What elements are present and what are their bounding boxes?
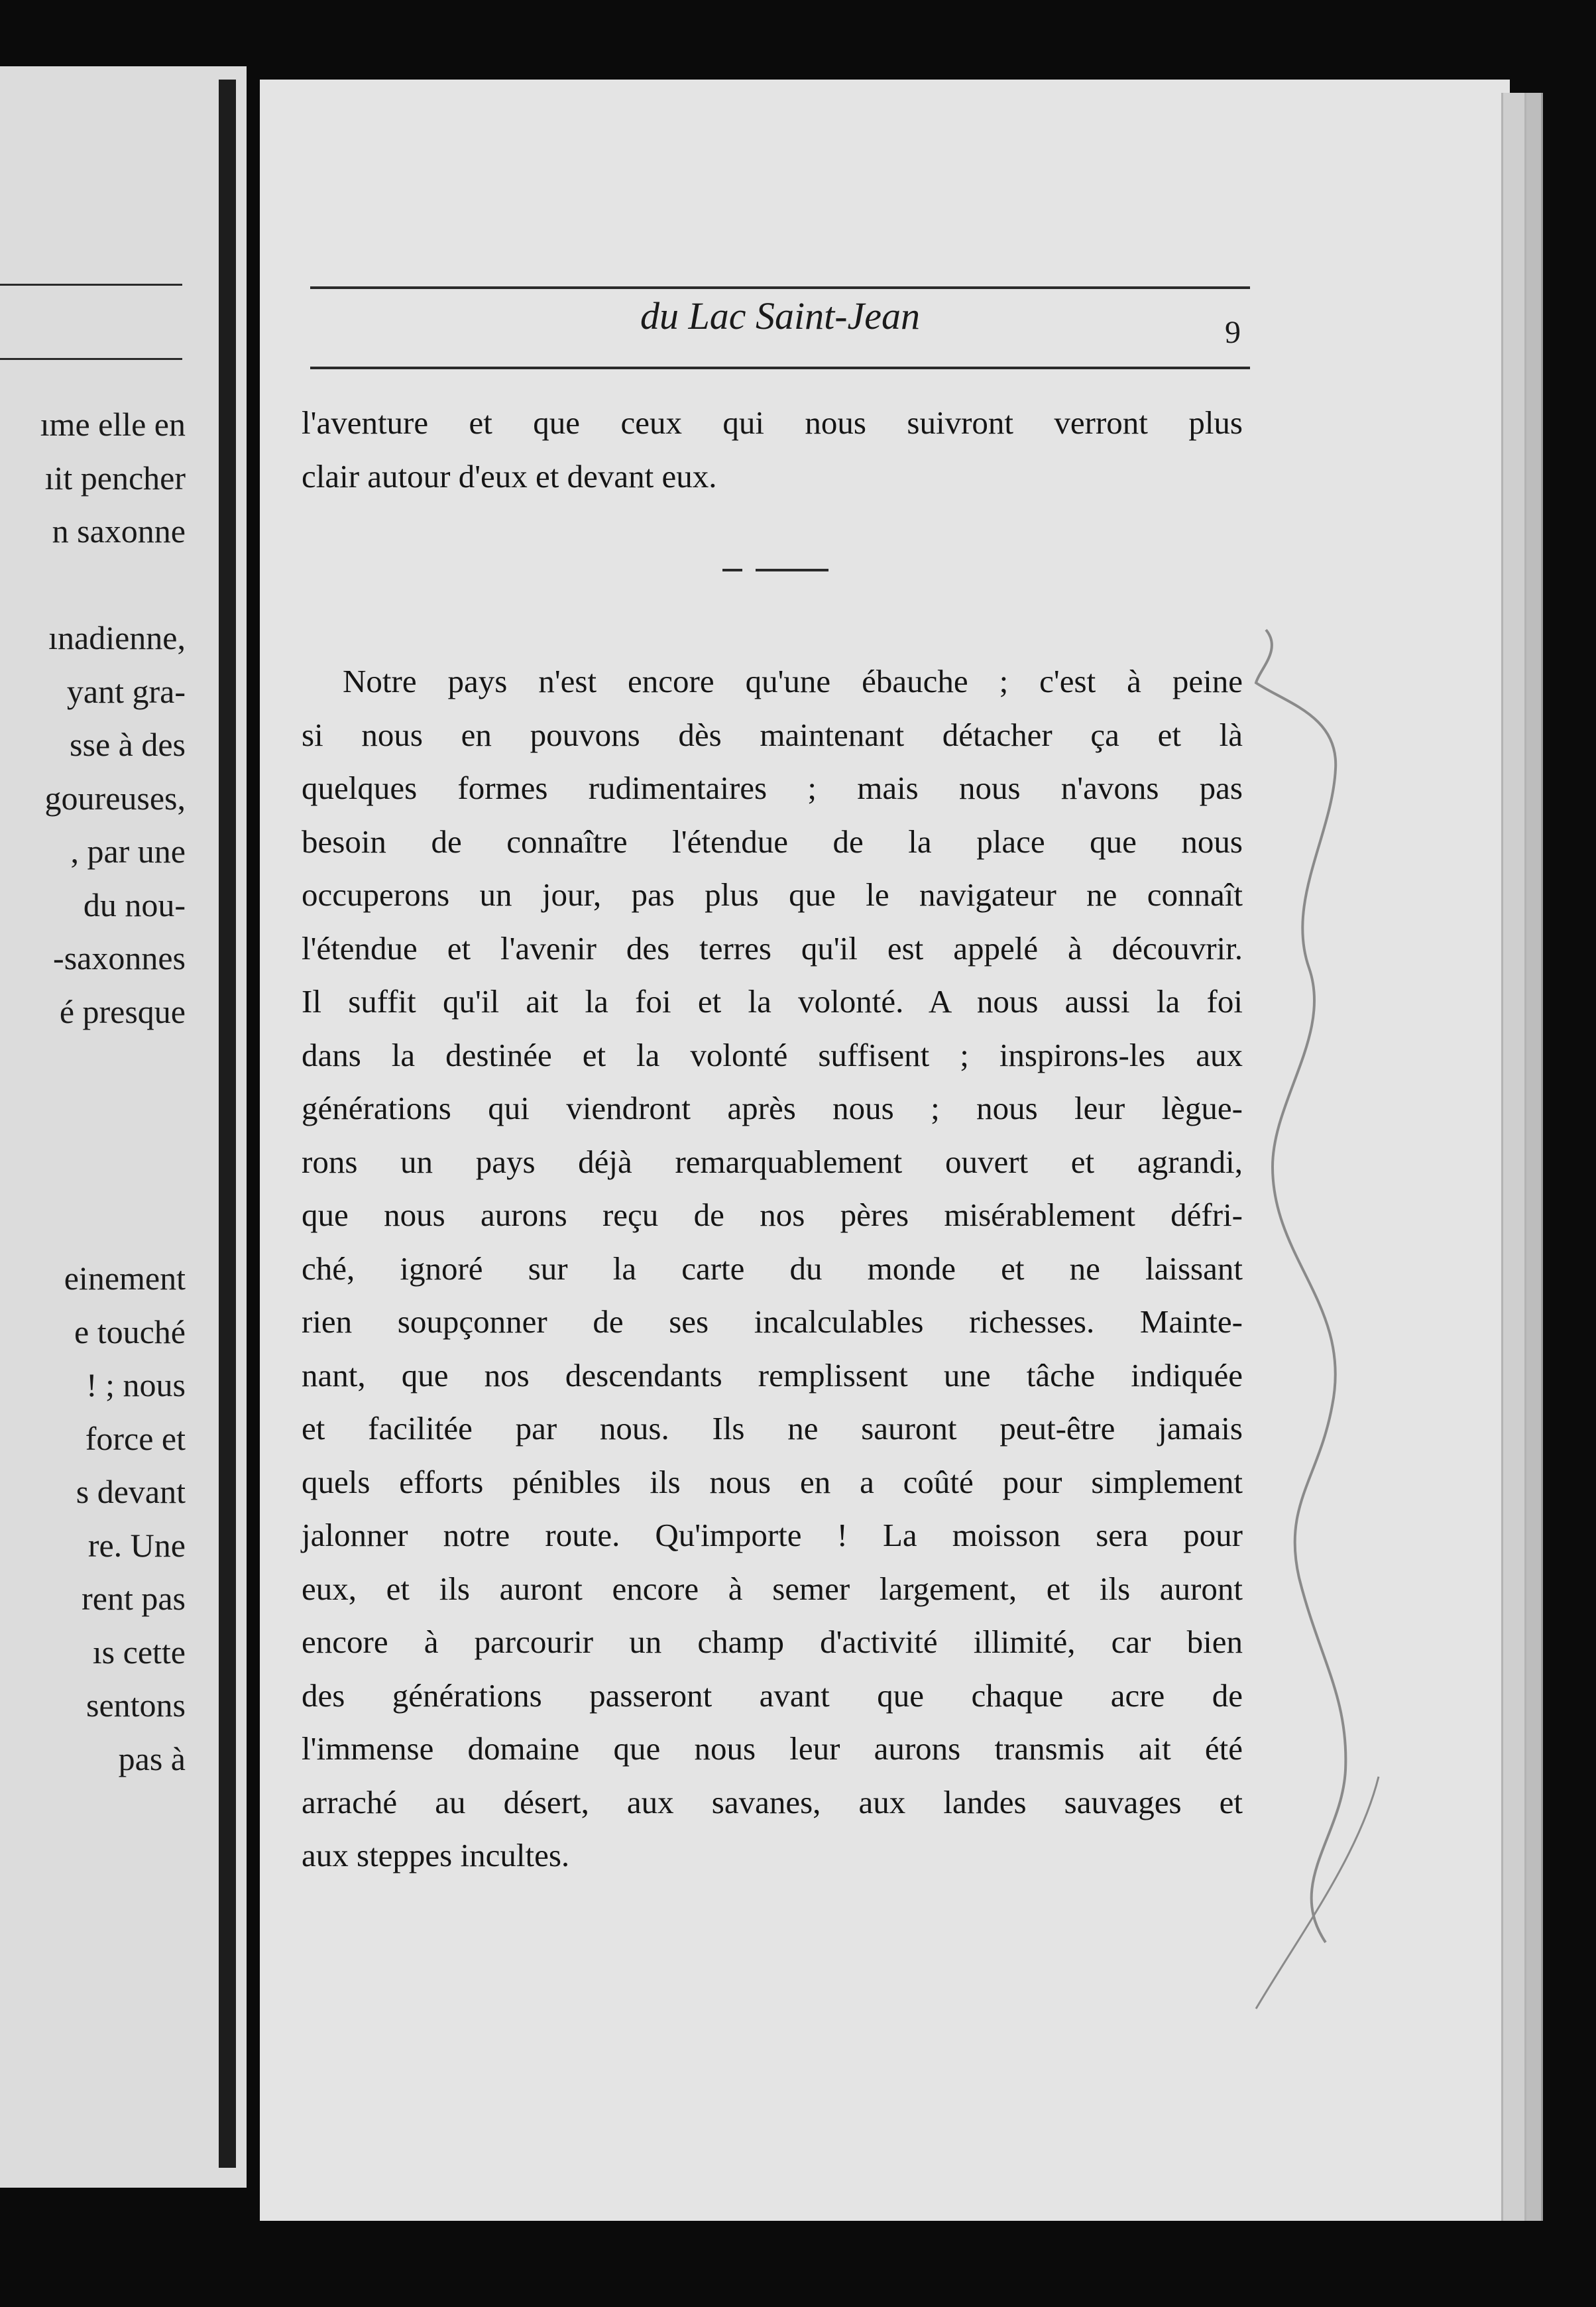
- left-page-line: yant gra-: [66, 672, 186, 710]
- left-page-line: pas à: [118, 1740, 186, 1777]
- left-page-line: ıs cette: [92, 1633, 186, 1671]
- left-page-line: du nou-: [83, 886, 186, 923]
- text-line: ché, ignoré sur la carte du monde et ne laissant: [302, 1250, 1243, 1287]
- text-line: quelques formes rudimentaires ; mais nous n'avons pas: [302, 770, 1243, 806]
- text-line: et facilitée par nous. Ils ne sauront peut-être jamais: [302, 1410, 1243, 1447]
- left-page-fragment: [0, 66, 247, 2188]
- text-line: dans la destinée et la volonté suffisent ; inspirons-les aux: [302, 1036, 1243, 1073]
- left-page-line: goureuses,: [44, 779, 186, 817]
- text-line: occuperons un jour, pas plus que le navigateur ne connaît: [302, 876, 1243, 913]
- text-line: l'aventure et que ceux qui nous suivront verront plus: [302, 404, 1243, 441]
- left-header-rule-bottom: [0, 358, 182, 360]
- text-line: générations qui viendront après nous ; nous leur lègue-: [302, 1090, 1243, 1126]
- text-line: Notre pays n'est encore qu'une ébauche ; c'est à peine: [343, 663, 1243, 699]
- text-line: l'immense domaine que nous leur aurons transmis ait été: [302, 1730, 1243, 1767]
- text-line: quels efforts pénibles ils nous en a coûté pour simplement: [302, 1463, 1243, 1500]
- text-line: arraché au désert, aux savanes, aux landes sauvages et: [302, 1783, 1243, 1820]
- text-line: que nous aurons reçu de nos pères misérablement défri-: [302, 1197, 1243, 1233]
- book-gutter: [219, 80, 236, 2168]
- left-page-line: é presque: [59, 992, 186, 1030]
- text-line: rien soupçonner de ses incalculables richesses. Mainte-: [302, 1303, 1243, 1340]
- left-page-line: ıme elle en: [40, 406, 186, 443]
- header-rule-bottom: [310, 367, 1250, 369]
- left-page-line: n saxonne: [52, 512, 186, 550]
- header-rule-top: [310, 286, 1250, 289]
- page-edge: [1501, 93, 1526, 2221]
- text-line: besoin de connaître l'étendue de la place que nous: [302, 823, 1243, 860]
- page-edge-outer: [1524, 93, 1543, 2221]
- text-line: jalonner notre route. Qu'importe ! La moisson sera pour: [302, 1517, 1243, 1553]
- text-line: si nous en pouvons dès maintenant détacher ça et là: [302, 716, 1243, 753]
- text-line: encore à parcourir un champ d'activité illimité, car bien: [302, 1624, 1243, 1660]
- text-line: rons un pays déjà remarquablement ouvert et agrandi,: [302, 1143, 1243, 1180]
- left-page-line: ınadienne,: [48, 619, 186, 656]
- left-page-line: rent pas: [82, 1580, 186, 1617]
- left-page-line: s devant: [76, 1473, 186, 1510]
- left-page-line: sse à des: [70, 726, 186, 763]
- left-page-line: , par une: [70, 833, 186, 870]
- left-page-line: einement: [64, 1260, 186, 1297]
- left-header-rule-top: [0, 284, 182, 286]
- left-page-line: -saxonnes: [53, 939, 186, 976]
- left-page-line: force et: [85, 1419, 186, 1457]
- text-line: aux steppes incultes.: [302, 1837, 570, 1873]
- running-title: du Lac Saint-Jean: [640, 294, 921, 337]
- text-line: Il suffit qu'il ait la foi et la volonté. A nous aussi la foi: [302, 983, 1243, 1020]
- text-line: des générations passeront avant que chaque acre de: [302, 1677, 1243, 1714]
- pencil-margin-mark: [1246, 623, 1405, 2022]
- section-separator-long: [756, 569, 828, 571]
- paragraph-continuation: [302, 396, 1243, 503]
- page-number: 9: [1225, 315, 1241, 350]
- left-page-line: e touché: [74, 1313, 186, 1350]
- text-line: eux, et ils auront encore à semer largement, et ils auront: [302, 1570, 1243, 1607]
- section-separator-short: [722, 569, 742, 571]
- left-page-line: ! ; nous: [86, 1366, 186, 1403]
- text-line: nant, que nos descendants remplissent une tâche indiquée: [302, 1356, 1243, 1393]
- paragraph-main: [302, 655, 1243, 1883]
- left-page-line: sentons: [86, 1686, 186, 1724]
- text-line: l'étendue et l'avenir des terres qu'il est appelé à découvrir.: [302, 929, 1243, 967]
- text-line: clair autour d'eux et devant eux.: [302, 457, 717, 495]
- left-page-line: ıit pencher: [44, 459, 186, 497]
- left-page-line: re. Une: [87, 1526, 186, 1564]
